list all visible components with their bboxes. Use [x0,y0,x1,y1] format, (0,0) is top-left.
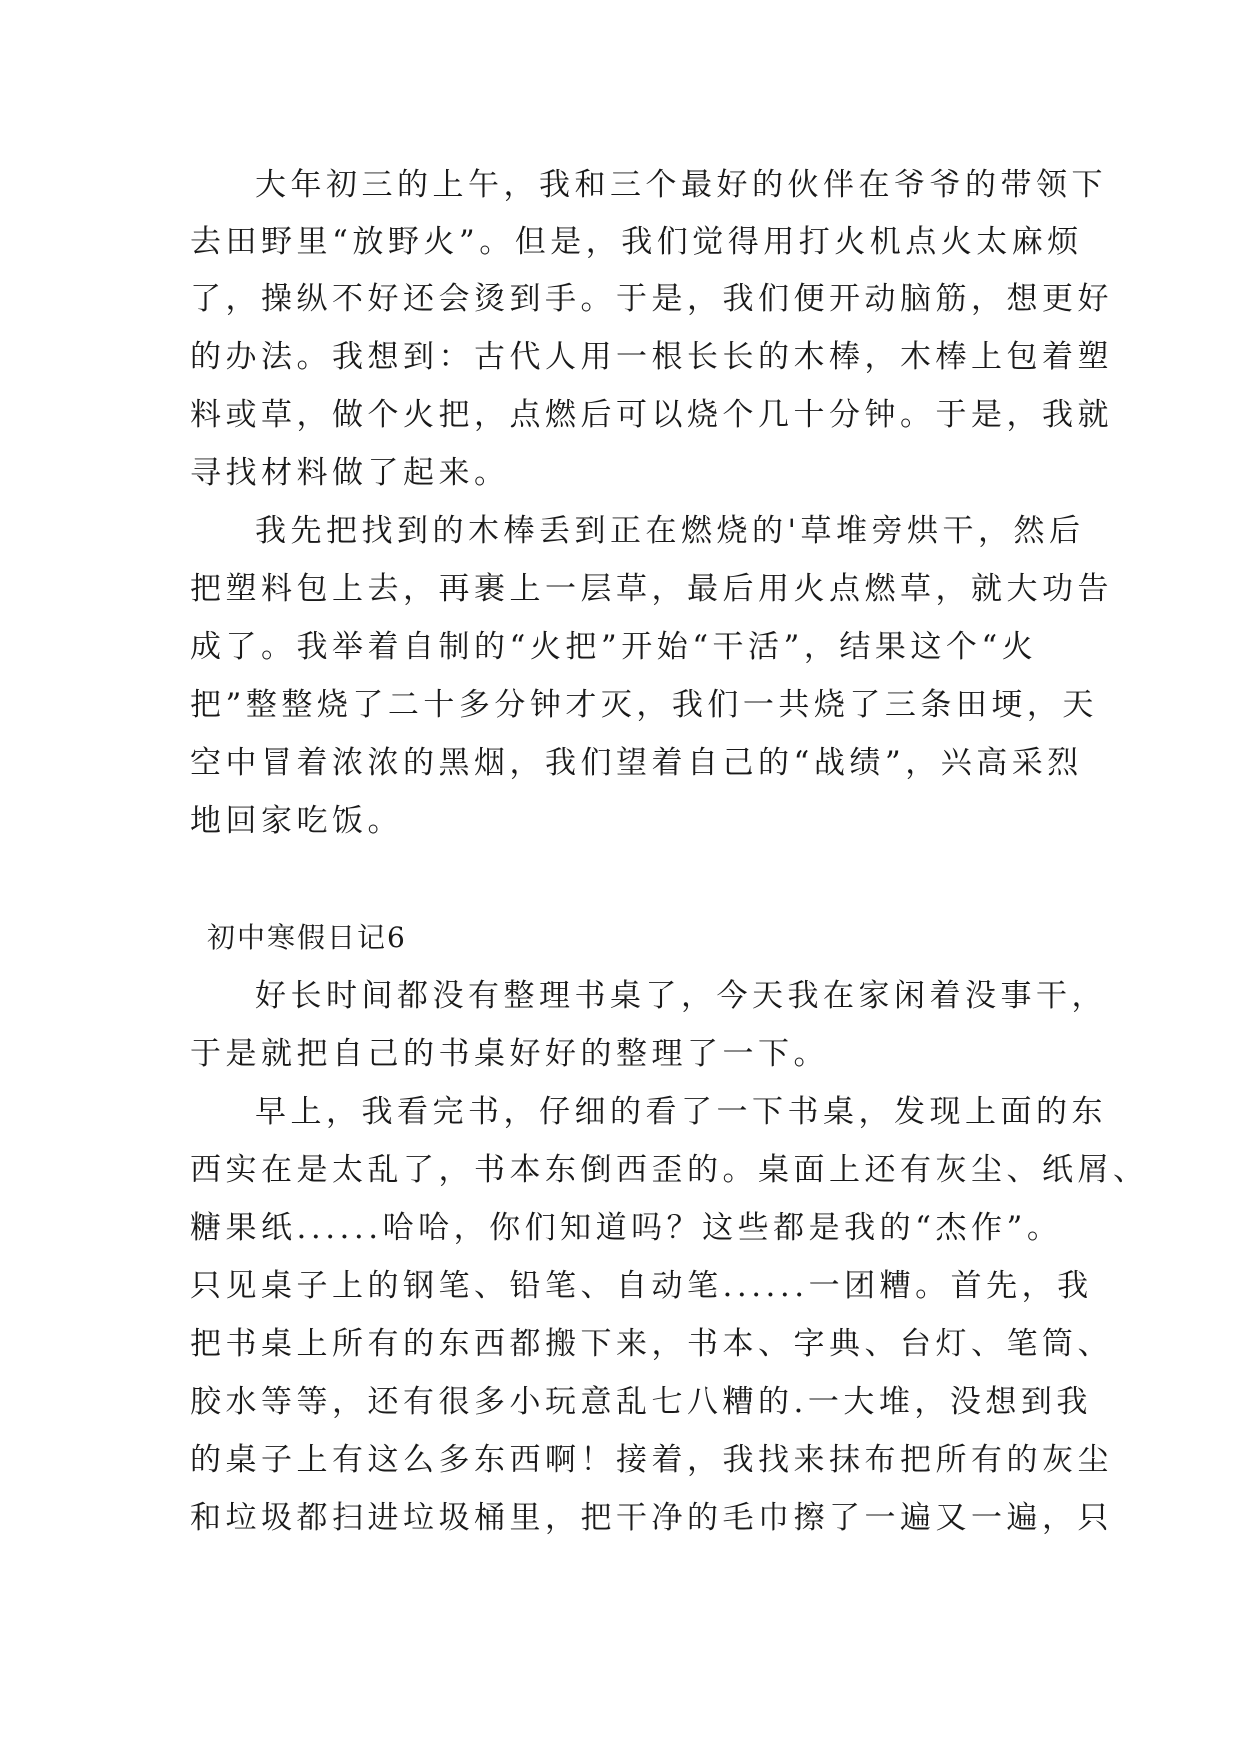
paragraph-2-line-1: 我先把找到的木棒丢到正在燃烧的'草堆旁烘干，然后 [255,513,1085,549]
paragraph-1-line-4: 的办法。我想到：古代人用一根长长的木棒，木棒上包着塑 [190,339,1113,375]
paragraph-4-line-1: 早上，我看完书，仔细的看了一下书桌，发现上面的东 [255,1094,1107,1130]
paragraph-1-line-3: 了，操纵不好还会烫到手。于是，我们便开动脑筋，想更好 [190,281,1113,317]
paragraph-4-line-2: 西实在是太乱了，书本东倒西歪的。桌面上还有灰尘、纸屑、 [190,1152,1149,1188]
paragraph-3-line-2: 于是就把自己的书桌好好的整理了一下。 [190,1036,829,1072]
diary-entry-heading: 初中寒假日记6 [207,921,407,954]
paragraph-2-line-2: 把塑料包上去，再裹上一层草，最后用火点燃草，就大功告 [190,571,1113,607]
paragraph-2-line-3: 成了。我举着自制的“火把”开始“干活”，结果这个“火 [190,629,1038,665]
paragraph-1-line-2: 去田野里“放野火”。但是，我们觉得用打火机点火太麻烦 [190,224,1083,260]
paragraph-4-line-6: 胶水等等，还有很多小玩意乱七八糟的.一大堆，没想到我 [190,1384,1092,1420]
paragraph-4-line-3: 糖果纸......哈哈，你们知道吗？这些都是我的“杰作”。 [190,1210,1063,1246]
paragraph-2-line-5: 空中冒着浓浓的黑烟，我们望着自己的“战绩”，兴高采烈 [190,745,1083,781]
paragraph-1-line-1: 大年初三的上午，我和三个最好的伙伴在爷爷的带领下 [255,167,1107,203]
paragraph-4-line-8: 和垃圾都扫进垃圾桶里，把干净的毛巾擦了一遍又一遍，只 [190,1500,1113,1536]
paragraph-1-line-5: 料或草，做个火把，点燃后可以烧个几十分钟。于是，我就 [190,397,1113,433]
paragraph-4-line-7: 的桌子上有这么多东西啊！接着，我找来抹布把所有的灰尘 [190,1442,1113,1478]
paragraph-3-line-1: 好长时间都没有整理书桌了，今天我在家闲着没事干， [255,978,1107,1014]
paragraph-2-line-6: 地回家吃饭。 [190,803,403,839]
paragraph-1-line-6: 寻找材料做了起来。 [190,455,510,491]
paragraph-4-line-5: 把书桌上所有的东西都搬下来，书本、字典、台灯、笔筒、 [190,1326,1113,1362]
paragraph-4-line-4: 只见桌子上的钢笔、铅笔、自动笔......一团糟。首先，我 [190,1268,1093,1304]
paragraph-2-line-4: 把”整整烧了二十多分钟才灭，我们一共烧了三条田埂，天 [190,687,1098,723]
